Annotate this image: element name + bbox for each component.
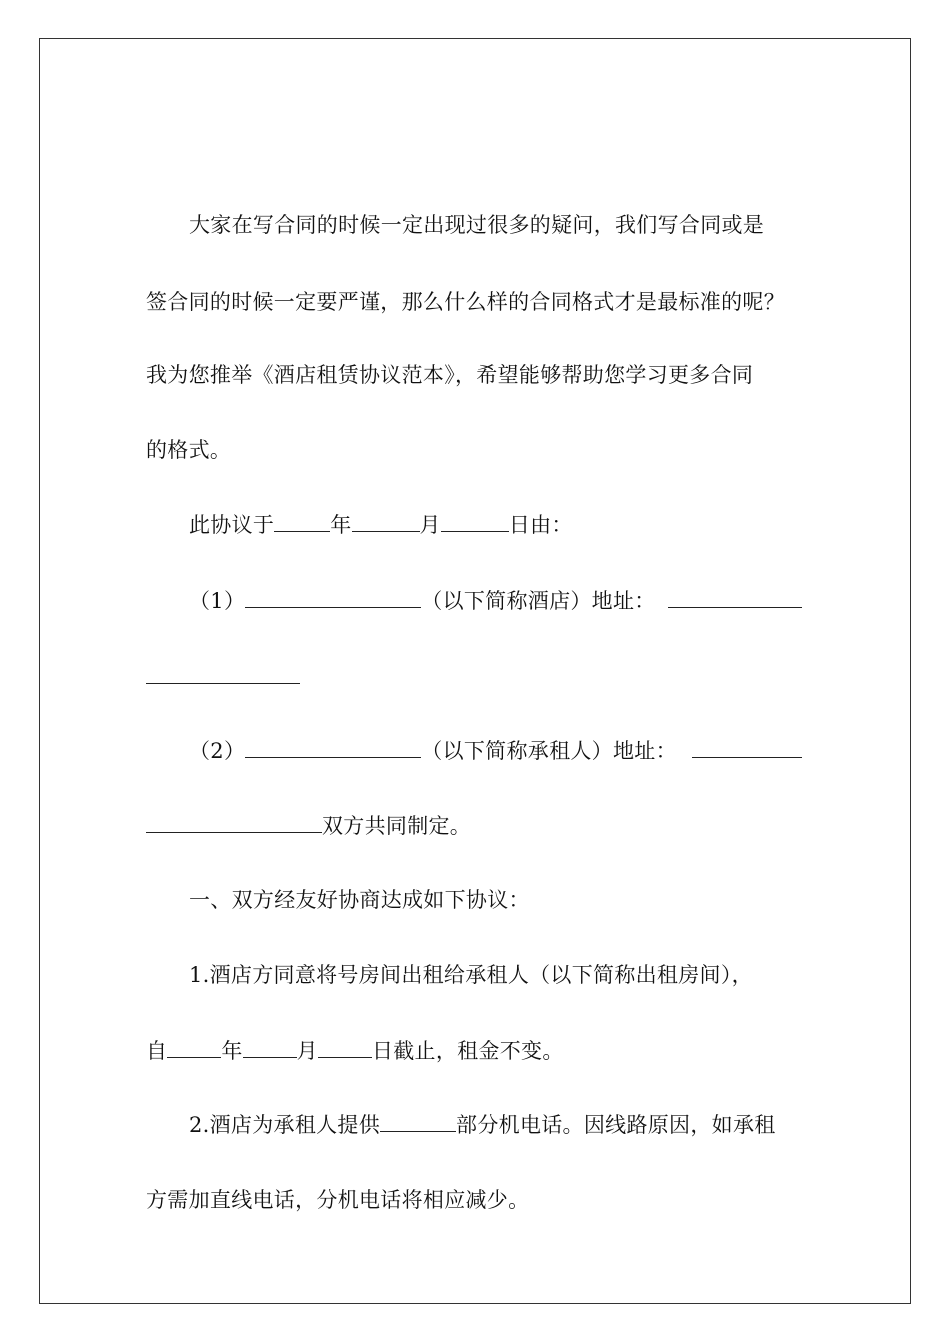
- clause1-month: 月: [296, 1039, 318, 1063]
- year-blank: [274, 511, 330, 532]
- party2-role: （以下简称承租人）地址：: [421, 739, 677, 763]
- intro-line-3: 我为您推举《酒店租赁协议范本》，希望能够帮助您学习更多合同: [146, 363, 754, 387]
- clause1-line-2: [146, 1037, 564, 1065]
- clause1-suffix: 日截止，租金不变。: [371, 1039, 564, 1063]
- section1-heading: 一、双方经友好协商达成如下协议：: [189, 888, 530, 912]
- agreement-date-line: [189, 511, 573, 539]
- agreement-date-suffix: 日由：: [508, 513, 573, 537]
- party2-number: （2）: [189, 739, 246, 763]
- party1-name-blank: [245, 587, 421, 608]
- clause2-suffix: 部分机电话。因线路原因，如承租: [456, 1113, 776, 1137]
- month-blank: [352, 511, 420, 532]
- party1-line: [189, 587, 656, 615]
- agreement-date-prefix: 此协议于: [189, 513, 275, 537]
- clause1-year-blank: [167, 1037, 221, 1058]
- agreement-date-month: 月: [419, 513, 441, 537]
- intro-line-2: 签合同的时候一定要严谨，那么什么样的合同格式才是最标准的呢？: [146, 290, 785, 314]
- clause2-extension-blank: [380, 1111, 456, 1132]
- clause1-line-1: 1.酒店方同意将号房间出租给承租人（以下简称出租房间），: [189, 963, 753, 987]
- clause1-prefix: 自: [146, 1039, 168, 1063]
- party2-address-blank: [692, 757, 802, 758]
- party2-name-blank: [245, 737, 421, 758]
- clause2-line-1: [189, 1111, 776, 1139]
- party1-address-blank-cont: [146, 683, 300, 684]
- party2-closing-line: [146, 812, 471, 840]
- clause2-prefix: 2.酒店为承租人提供: [189, 1113, 381, 1137]
- party1-role: （以下简称酒店）地址：: [421, 589, 656, 613]
- party1-address-blank: [668, 607, 802, 608]
- party2-line: [189, 737, 677, 765]
- clause1-day-blank: [318, 1037, 372, 1058]
- party2-closing: 双方共同制定。: [322, 814, 472, 838]
- intro-line-4: 的格式。: [146, 438, 232, 462]
- agreement-date-year: 年: [330, 513, 352, 537]
- clause1-month-blank: [243, 1037, 297, 1058]
- clause2-line-2: 方需加直线电话，分机电话将相应减少。: [146, 1188, 530, 1212]
- party1-number: （1）: [189, 589, 246, 613]
- clause1-year: 年: [221, 1039, 243, 1063]
- day-blank: [441, 511, 509, 532]
- party2-address-blank-cont: [146, 812, 322, 833]
- intro-line-1: 大家在写合同的时候一定出现过很多的疑问，我们写合同或是: [189, 213, 765, 237]
